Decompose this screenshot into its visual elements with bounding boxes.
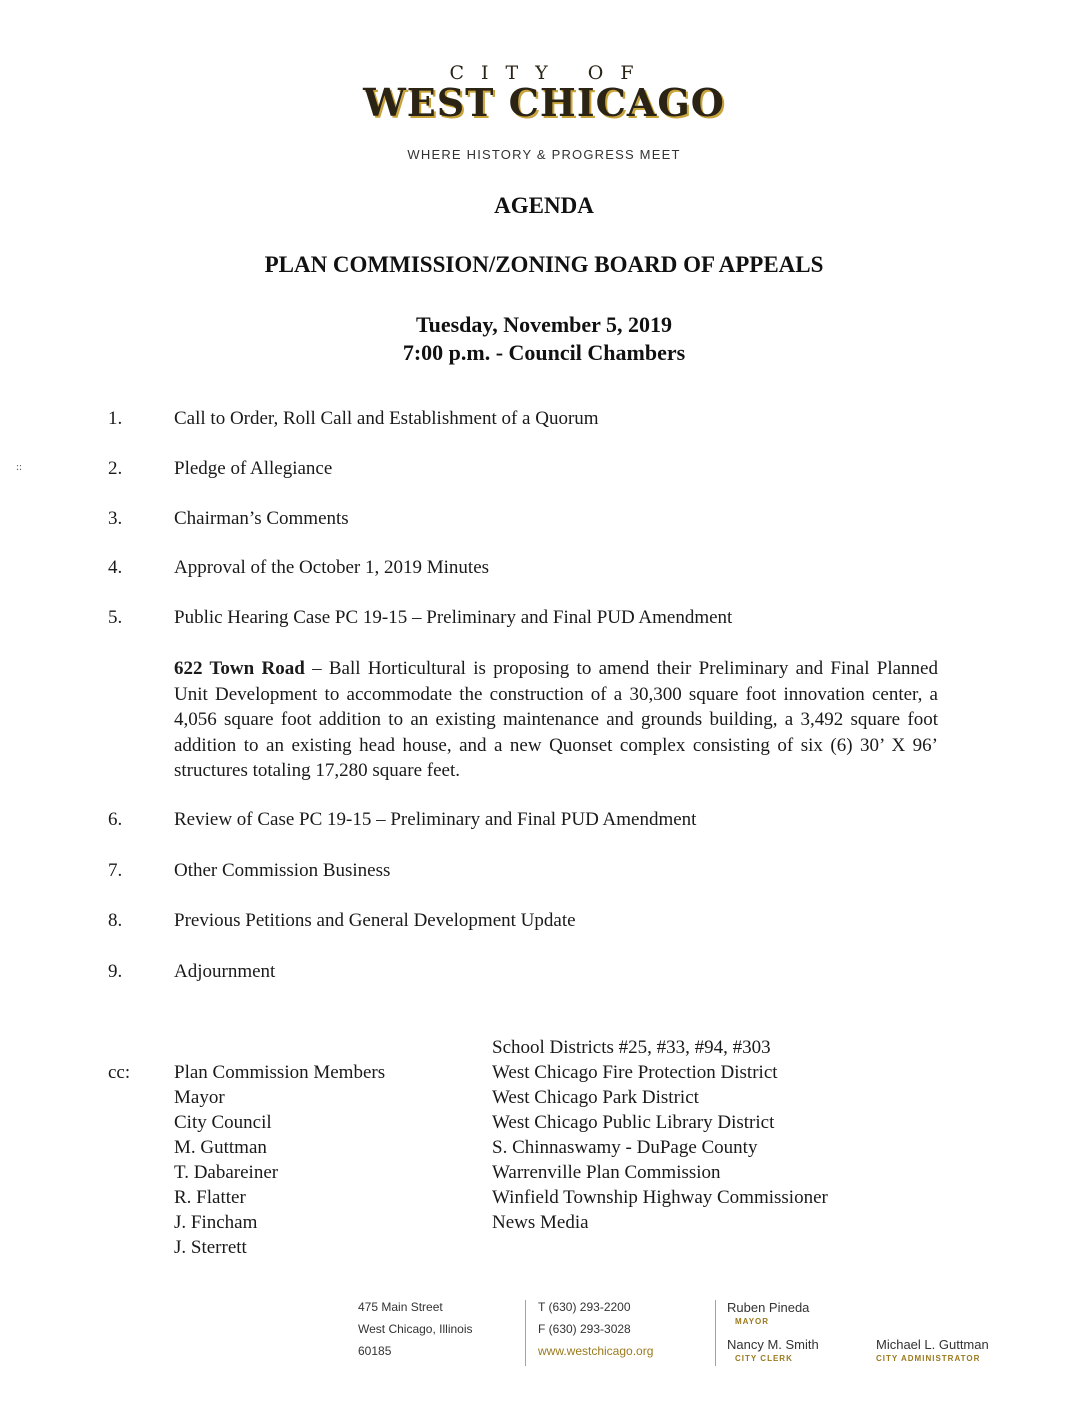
agenda-item-text: Pledge of Allegiance bbox=[174, 458, 333, 479]
footer-phone: T (630) 293-2200 bbox=[538, 1300, 631, 1314]
footer-address-line: 475 Main Street bbox=[358, 1300, 443, 1314]
cc-recipient: West Chicago Fire Protection District bbox=[492, 1062, 778, 1083]
footer-clerk-role: CITY CLERK bbox=[735, 1354, 793, 1363]
meeting-date: Tuesday, November 5, 2019 bbox=[415, 312, 673, 337]
agenda-item-text: Previous Petitions and General Development Update bbox=[174, 910, 576, 931]
footer-mayor-role: MAYOR bbox=[735, 1317, 770, 1326]
cc-recipient: Mayor bbox=[174, 1087, 225, 1108]
cc-recipient: West Chicago Public Library District bbox=[492, 1112, 775, 1133]
cc-recipient: News Media bbox=[492, 1212, 589, 1233]
agenda-item-number: 7. bbox=[108, 860, 123, 881]
agenda-item-text: Call to Order, Roll Call and Establishment of a Quorum bbox=[174, 408, 599, 429]
agenda-item-number: 2. bbox=[108, 458, 123, 479]
cc-recipient: Plan Commission Members bbox=[174, 1062, 386, 1083]
agenda-item-text: Review of Case PC 19-15 – Preliminary and Final PUD Amendment bbox=[174, 809, 697, 830]
cc-recipient: T. Dabareiner bbox=[174, 1162, 279, 1183]
board-title: PLAN COMMISSION/ZONING BOARD OF APPEALS bbox=[264, 252, 824, 277]
cc-recipient: J. Fincham bbox=[174, 1212, 258, 1233]
cc-recipient: City Council bbox=[174, 1112, 272, 1133]
agenda-item-number: 3. bbox=[108, 508, 123, 529]
cc-recipient: S. Chinnaswamy - DuPage County bbox=[492, 1137, 758, 1158]
agenda-item-text: Adjournment bbox=[174, 961, 276, 982]
agenda-item-number: 6. bbox=[108, 809, 123, 830]
item5-detail bbox=[174, 656, 938, 784]
letterhead-tagline: WHERE HISTORY & PROGRESS MEET bbox=[407, 147, 681, 162]
footer-divider bbox=[525, 1300, 526, 1366]
footer-admin-role: CITY ADMINISTRATOR bbox=[876, 1354, 981, 1363]
cc-recipient: School Districts #25, #33, #94, #303 bbox=[492, 1037, 771, 1058]
agenda-item-number: 4. bbox=[108, 557, 123, 578]
item5-address: 622 Town Road bbox=[174, 658, 305, 679]
footer-address-line: 60185 bbox=[358, 1344, 392, 1358]
cc-label: cc: bbox=[108, 1062, 131, 1083]
item5-body: – Ball Horticultural is proposing to amend their Preliminary and Final Planned Unit Development to accommodate the construction of a 30,300 square foot innovation center, a 4,056 square foot addition to an existing maintenance and grounds building, a 3,492 square foot addition to an existing head house, and a new Quonset complex consisting of six (6) 30’ X 96’ structures totaling 17,280 square feet. bbox=[174, 658, 938, 781]
footer-clerk-name: Nancy M. Smith bbox=[727, 1337, 819, 1352]
letterhead-city-of: CITY OF bbox=[449, 62, 651, 84]
footer-address bbox=[358, 1296, 473, 1362]
agenda-item-text: Approval of the October 1, 2019 Minutes bbox=[174, 557, 490, 578]
footer-admin-name: Michael L. Guttman bbox=[876, 1337, 989, 1352]
margin-mark: :: bbox=[16, 461, 23, 473]
letterhead-city-name: WEST CHICAGO bbox=[363, 80, 725, 125]
cc-list-right bbox=[492, 1035, 828, 1235]
cc-list-left bbox=[174, 1060, 385, 1260]
cc-recipient: R. Flatter bbox=[174, 1187, 246, 1208]
agenda-item-text: Chairman’s Comments bbox=[174, 508, 349, 529]
agenda-title: AGENDA bbox=[494, 193, 594, 218]
agenda-item-number: 9. bbox=[108, 961, 123, 982]
cc-recipient: West Chicago Park District bbox=[492, 1087, 699, 1108]
footer-website-link[interactable]: www.westchicago.org bbox=[538, 1344, 654, 1358]
agenda-item-number: 8. bbox=[108, 910, 123, 931]
cc-recipient: Warrenville Plan Commission bbox=[492, 1162, 721, 1183]
footer-address-line: West Chicago, Illinois bbox=[358, 1322, 473, 1336]
cc-recipient: Winfield Township Highway Commissioner bbox=[492, 1187, 828, 1208]
footer-divider bbox=[715, 1300, 716, 1366]
agenda-item-number: 1. bbox=[108, 408, 123, 429]
agenda-item-text: Other Commission Business bbox=[174, 860, 391, 881]
agenda-item-number: 5. bbox=[108, 607, 123, 628]
footer-fax: F (630) 293-3028 bbox=[538, 1322, 631, 1336]
footer-contact bbox=[538, 1296, 653, 1362]
agenda-item-text: Public Hearing Case PC 19-15 – Preliminary and Final PUD Amendment bbox=[174, 607, 733, 628]
meeting-time-location: 7:00 p.m. - Council Chambers bbox=[402, 340, 686, 365]
footer-mayor-name: Ruben Pineda bbox=[727, 1300, 810, 1315]
cc-recipient: J. Sterrett bbox=[174, 1237, 247, 1258]
cc-recipient: M. Guttman bbox=[174, 1137, 267, 1158]
